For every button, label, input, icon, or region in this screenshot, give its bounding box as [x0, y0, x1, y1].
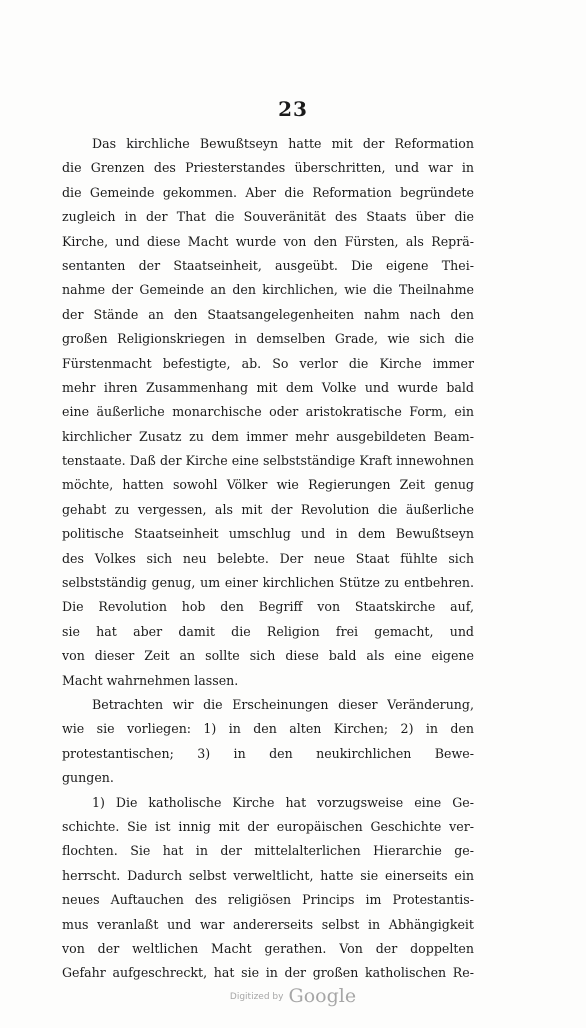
- text-line: schichte. Sie ist innig mit der europäischen Geschichte ver-: [62, 818, 474, 834]
- text-line: Gefahr aufgeschreckt, hat sie in der großen katholischen Re-: [62, 965, 474, 981]
- text-line: möchte, hatten sowohl Völker wie Regierungen Zeit genug: [62, 477, 474, 493]
- text-line: Kirche, und diese Macht wurde von den Fürsten, als Reprä-: [62, 233, 474, 249]
- text-line: politische Staatseinheit umschlug und in dem Bewußtseyn: [62, 526, 474, 542]
- text-line: sentanten der Staatseinheit, ausgeübt. Die eigene Thei-: [62, 257, 474, 273]
- text-line: flochten. Sie hat in der mittelalterlichen Hierarchie ge-: [62, 843, 474, 859]
- text-line: herrscht. Dadurch selbst verweltlicht, hatte sie einerseits ein: [62, 867, 474, 883]
- text-line: gungen.: [62, 770, 114, 786]
- text-line: die Gemeinde gekommen. Aber die Reformation begründete: [62, 184, 474, 200]
- text-line: nahme der Gemeinde an den kirchlichen, wie die Theilnahme: [62, 282, 474, 298]
- text-line: zugleich in der That die Souveränität des Staats über die: [62, 209, 474, 225]
- text-line: selbstständig genug, um einer kirchlichen Stütze zu entbehren.: [62, 575, 474, 591]
- text-line: Die Revolution hob den Begriff von Staatskirche auf,: [62, 599, 474, 615]
- text-line: von der weltlichen Macht gerathen. Von der doppelten: [62, 940, 474, 956]
- text-line: 1) Die katholische Kirche hat vorzugsweise eine Ge-: [92, 794, 474, 810]
- text-line: Fürstenmacht befestigte, ab. So verlor die Kirche immer: [62, 355, 474, 371]
- text-line: gehabt zu vergessen, als mit der Revolution die äußerliche: [62, 501, 474, 517]
- text-line: von dieser Zeit an sollte sich diese bald als eine eigene: [62, 648, 474, 664]
- text-line: des Volkes sich neu belebte. Der neue Staat fühlte sich: [62, 550, 474, 566]
- text-line: eine äußerliche monarchische oder aristokratische Form, ein: [62, 404, 474, 420]
- text-line: neues Auftauchen des religiösen Princips im Protestantis-: [62, 892, 474, 908]
- watermark-brand: Google: [288, 985, 357, 1007]
- text-line: Das kirchliche Bewußtseyn hatte mit der Reformation: [92, 136, 474, 151]
- text-line: sie hat aber damit die Religion frei gemacht, und: [62, 623, 474, 639]
- watermark-prefix: Digitized by: [229, 992, 284, 1002]
- text-line: tenstaate. Daß der Kirche eine selbstständige Kraft innewohnen: [62, 453, 474, 469]
- text-line: der Stände an den Staatsangelegenheiten nahm nach den: [62, 306, 474, 322]
- text-line: wie sie vorliegen: 1) in den alten Kirchen; 2) in den: [62, 721, 474, 737]
- text-line: Betrachten wir die Erscheinungen dieser Veränderung,: [92, 696, 474, 712]
- page-number: 23: [278, 97, 308, 121]
- text-line: protestantischen; 3) in den neukirchlichen Bewe-: [62, 745, 474, 761]
- digitized-by-google-watermark: [0, 985, 586, 1007]
- text-line: mus veranlaßt und war andererseits selbst in Abhängigkeit: [62, 916, 474, 932]
- body-text: [62, 132, 474, 986]
- text-line: großen Religionskriegen in demselben Grade, wie sich die: [62, 331, 474, 347]
- text-line: mehr ihren Zusammenhang mit dem Volke und wurde bald: [62, 379, 474, 395]
- text-line: Macht wahrnehmen lassen.: [62, 672, 239, 688]
- text-line: kirchlicher Zusatz zu dem immer mehr ausgebildeten Beam-: [62, 428, 474, 444]
- text-line: die Grenzen des Priesterstandes überschritten, und war in: [62, 160, 474, 176]
